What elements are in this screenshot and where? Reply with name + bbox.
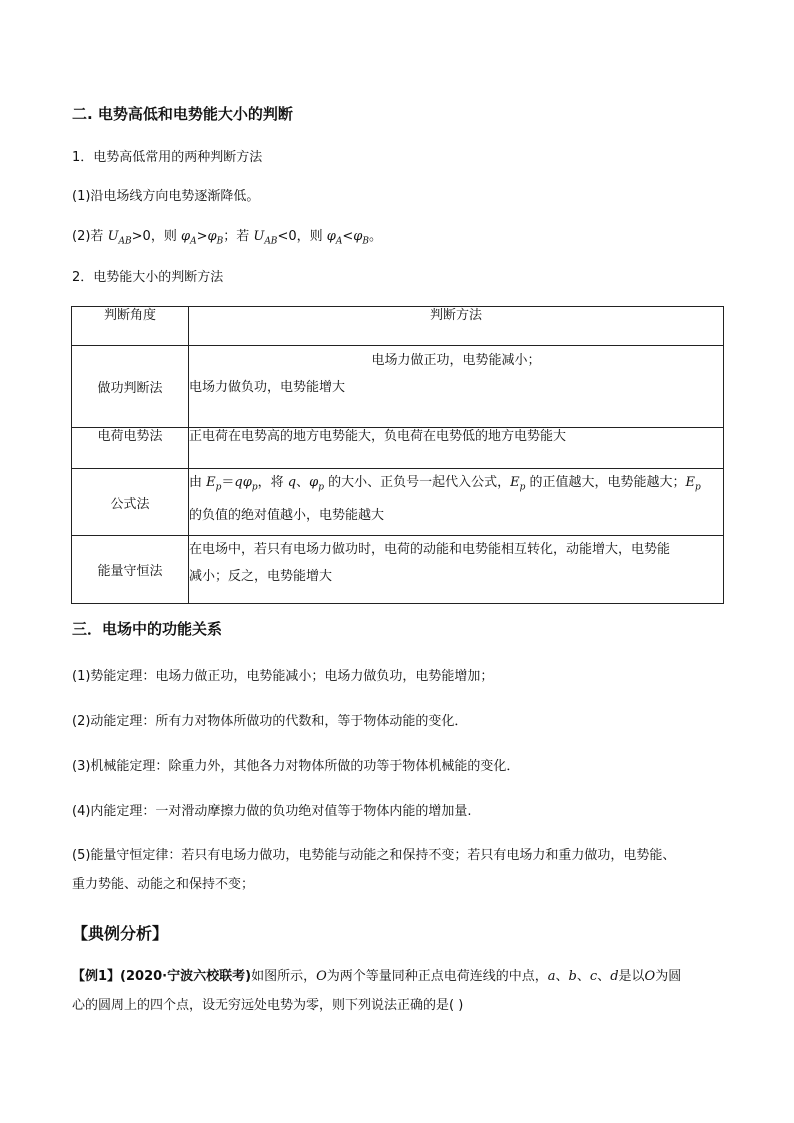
- subscript: A: [335, 236, 343, 247]
- text-fragment: 、: [555, 969, 569, 984]
- subscript: B: [362, 236, 369, 247]
- item-2-voltage-rule: [72, 225, 382, 247]
- text-fragment: 的正值越大，电势能越大；: [525, 475, 686, 490]
- symbol-q: q: [234, 475, 243, 490]
- sec3-item: (2)动能定理：所有力对物体所做功的代数和，等于物体动能的变化．: [72, 714, 468, 729]
- subscript: p: [695, 482, 701, 493]
- text-fragment: 、: [296, 475, 310, 490]
- symbol-d: d: [610, 969, 619, 984]
- header-method: 判断方法: [189, 307, 724, 346]
- method-line: 在电场中，若只有电场力做功时，电荷的动能和电势能相互转化，动能增大，电势能: [189, 542, 671, 557]
- subscript: A: [190, 236, 197, 247]
- sec3-item: (1)势能定理：电场力做正功，电势能减小；电场力做负功，电势能增加；: [72, 669, 494, 684]
- text-fragment: 为两个等量同种正点电荷连线的中点，: [326, 969, 548, 984]
- symbol-phi: φ: [180, 229, 191, 244]
- text-fragment: 的大小、正负号一起代入公式，: [323, 475, 511, 490]
- sec3-item: (5)能量守恒定律：若只有电场力做功，电势能与动能之和保持不变；若只有电场力和重力做功，电势能、: [72, 848, 676, 863]
- row-angle: 电荷电势法: [72, 428, 189, 469]
- method-line: 电场力做负功，电势能增大: [189, 380, 346, 395]
- symbol-q: q: [287, 475, 297, 490]
- text-fragment: 。: [368, 229, 382, 244]
- text-fragment: <: [342, 229, 354, 244]
- table-row: [72, 346, 724, 428]
- symbol-a: a: [547, 969, 556, 984]
- text-fragment: >: [196, 229, 208, 244]
- row-angle: 能量守恒法: [72, 536, 189, 604]
- text-fragment: <0，则: [277, 229, 327, 244]
- symbol-phi: φ: [207, 229, 217, 244]
- item-1-field-lines: (1)沿电场线方向电势逐渐降低。: [72, 189, 260, 204]
- text-fragment: 、: [576, 969, 590, 984]
- table-header-row: [72, 307, 724, 346]
- subscript: p: [318, 482, 324, 493]
- text-fragment: 的负值的绝对值越小，电势能越大: [189, 507, 385, 523]
- sec3-item: (4)内能定理：一对滑动摩擦力做的负功绝对值等于物体内能的增加量.: [72, 804, 472, 819]
- table-row: [72, 428, 724, 469]
- text-fragment: 由: [189, 475, 207, 490]
- sec3-item: (3)机械能定理：除重力外，其他各力对物体所做的功等于物体机械能的变化．: [72, 759, 520, 774]
- symbol-u: U: [107, 229, 119, 244]
- text-fragment: ＝: [221, 475, 235, 490]
- subheading-energy-methods: 2．电势能大小的判断方法: [72, 270, 224, 285]
- text-fragment: 为圆: [655, 969, 682, 984]
- subscript: B: [216, 236, 224, 247]
- text-fragment: ；若: [223, 229, 254, 244]
- example-analysis-title: 【典例分析】: [72, 924, 169, 943]
- symbol-c: c: [589, 969, 598, 984]
- text-fragment: >0，则: [131, 229, 181, 244]
- subscript: p: [519, 482, 526, 493]
- row-method-formula: [189, 469, 724, 536]
- symbol-phi: φ: [309, 475, 319, 490]
- symbol-phi: φ: [353, 229, 363, 244]
- symbol-e: E: [510, 475, 520, 490]
- row-angle: 公式法: [72, 469, 189, 536]
- symbol-phi: φ: [326, 229, 336, 244]
- row-method: [189, 536, 724, 604]
- subscript: p: [215, 482, 222, 493]
- judgment-methods-table: [71, 306, 724, 604]
- table-row: [72, 469, 724, 536]
- subscript: AB: [118, 236, 132, 247]
- text-fragment: ，将: [257, 475, 288, 490]
- header-angle: 判断角度: [72, 307, 189, 346]
- section-2-title: 二. 电势高低和电势能大小的判断: [72, 105, 293, 123]
- symbol-phi: φ: [242, 475, 252, 490]
- method-line: 减小；反之，电势能增大: [189, 569, 333, 584]
- symbol-e: E: [206, 475, 216, 490]
- text-fragment: 、: [597, 969, 611, 984]
- symbol-b: b: [568, 969, 577, 984]
- row-method: [189, 346, 724, 428]
- symbol-o: O: [316, 969, 327, 984]
- text-fragment: 如图所示，: [251, 969, 317, 984]
- example-label: 【例1】: [72, 969, 121, 984]
- example-source: (2020·宁波六校联考): [120, 969, 252, 984]
- text-fragment: 是以: [618, 969, 645, 984]
- table-row: [72, 536, 724, 604]
- sec3-item: 重力势能、动能之和保持不变；: [72, 877, 255, 892]
- row-method: 正电荷在电势高的地方电势能大，负电荷在电势低的地方电势能大: [189, 428, 724, 469]
- subheading-potential-methods: 1．电势高低常用的两种判断方法: [72, 150, 263, 165]
- example-1-line-2: 心的圆周上的四个点，设无穷远处电势为零，则下列说法正确的是( ): [72, 998, 464, 1013]
- text-fragment: (2)若: [72, 229, 108, 244]
- example-1-line-1: [72, 965, 681, 984]
- symbol-o: O: [644, 969, 656, 984]
- section-3-title: 三．电场中的功能关系: [72, 620, 223, 638]
- symbol-e: E: [685, 475, 696, 490]
- row-angle: 做功判断法: [72, 346, 189, 428]
- subscript: p: [251, 482, 258, 493]
- method-line: 电场力做正功，电势能减小；: [371, 353, 541, 368]
- subscript: AB: [264, 236, 278, 247]
- symbol-u: U: [253, 229, 265, 244]
